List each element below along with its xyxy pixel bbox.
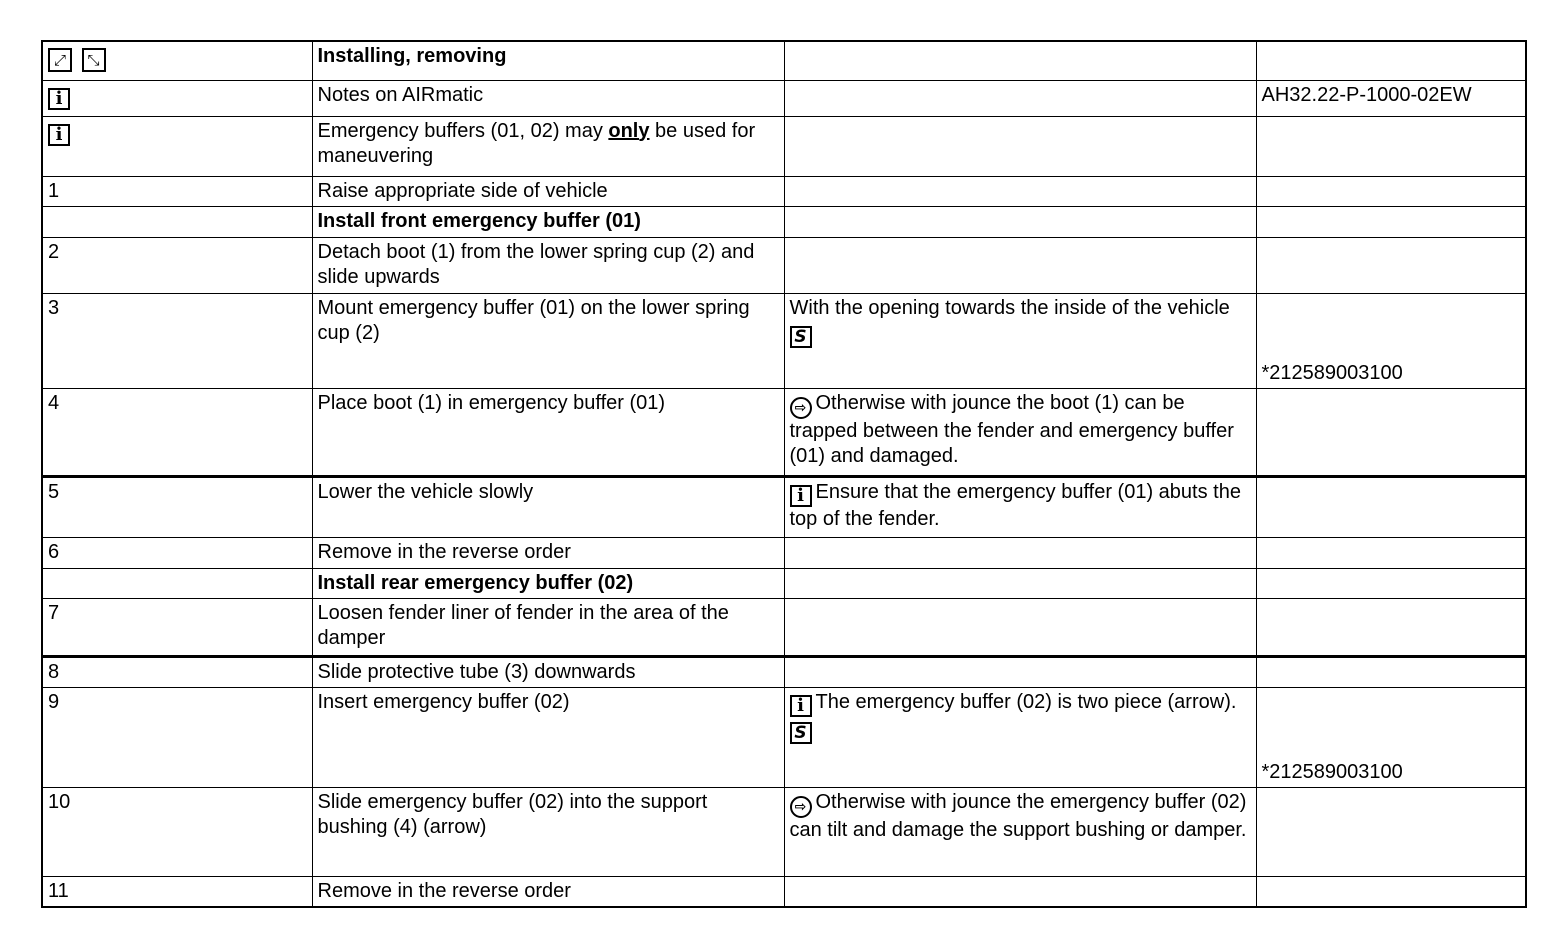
- note-cell: [784, 80, 1256, 116]
- special-tool-icon: [790, 722, 812, 744]
- risk-of-damage-icon: [790, 397, 812, 419]
- table-row: [42, 687, 1526, 787]
- note-cell: [784, 537, 1256, 568]
- section-heading: Install rear emergency buffer (02): [312, 568, 784, 598]
- note-cell: [784, 687, 1256, 787]
- procedure-table: [41, 40, 1527, 908]
- reference-cell: [1256, 476, 1526, 537]
- step-text: Mount emergency buffer (01) on the lower spring cup (2): [312, 293, 784, 388]
- table-row: [42, 116, 1526, 176]
- tool-reference[interactable]: *212589003100: [1256, 687, 1526, 787]
- step-text: Remove in the reverse order: [312, 876, 784, 907]
- step-number: 1: [42, 176, 312, 206]
- step-text: Notes on AIRmatic: [312, 80, 784, 116]
- note-cell: [784, 568, 1256, 598]
- note-cell: [784, 237, 1256, 293]
- step-number: [42, 206, 312, 237]
- table-row: [42, 537, 1526, 568]
- step-text: Remove in the reverse order: [312, 537, 784, 568]
- table-row: [42, 876, 1526, 907]
- table-row: [42, 568, 1526, 598]
- special-tool-icon: [790, 326, 812, 348]
- info-icon: [48, 88, 70, 110]
- section-heading: Installing, removing: [312, 41, 784, 80]
- risk-of-damage-icon: [790, 796, 812, 818]
- step-text: Detach boot (1) from the lower spring cup (2) and slide upwards: [312, 237, 784, 293]
- info-icon: [48, 124, 70, 146]
- reference-cell: [1256, 537, 1526, 568]
- note-cell: [784, 656, 1256, 687]
- table-row: [42, 237, 1526, 293]
- step-number: 8: [42, 656, 312, 687]
- step-number: 9: [42, 687, 312, 787]
- reference-cell: [1256, 176, 1526, 206]
- step-text: Raise appropriate side of vehicle: [312, 176, 784, 206]
- table-row: [42, 41, 1526, 80]
- step-number: 10: [42, 787, 312, 876]
- emphasis-only: only: [608, 119, 650, 142]
- note-text: With the opening towards the inside of the vehicle: [789, 296, 1230, 319]
- table-row: [42, 598, 1526, 656]
- tool-reference[interactable]: *212589003100: [1256, 293, 1526, 388]
- table-row: [42, 656, 1526, 687]
- table-row: [42, 388, 1526, 476]
- note-text: Otherwise with jounce the emergency buffer (02) can tilt and damage the support bushing or damper.: [789, 790, 1247, 841]
- reference-cell: [1256, 116, 1526, 176]
- reference-cell: [1256, 206, 1526, 237]
- step-number: 7: [42, 598, 312, 656]
- info-icon: [790, 695, 812, 717]
- step-number: 2: [42, 237, 312, 293]
- note-cell: [784, 876, 1256, 907]
- step-number: 3: [42, 293, 312, 388]
- table-row: [42, 293, 1526, 388]
- row-icons: [42, 41, 312, 80]
- note-cell: [784, 476, 1256, 537]
- note-cell: [784, 176, 1256, 206]
- reference-cell: [1256, 568, 1526, 598]
- step-text: Slide protective tube (3) downwards: [312, 656, 784, 687]
- step-text: Emergency buffers (01, 02) may only be used for maneuvering: [312, 116, 784, 176]
- step-number: 6: [42, 537, 312, 568]
- expand-icon[interactable]: [82, 48, 106, 72]
- reference-cell: [1256, 787, 1526, 876]
- step-text: Insert emergency buffer (02): [312, 687, 784, 787]
- reference-cell: [1256, 41, 1526, 80]
- note-text: The emergency buffer (02) is two piece (arrow).: [815, 690, 1237, 713]
- reference-cell: [1256, 876, 1526, 907]
- table-row: [42, 176, 1526, 206]
- step-number: 5: [42, 476, 312, 537]
- step-text: Place boot (1) in emergency buffer (01): [312, 388, 784, 476]
- note-text: Ensure that the emergency buffer (01) abuts the top of the fender.: [789, 480, 1241, 530]
- step-number: [42, 568, 312, 598]
- reference-cell: [1256, 237, 1526, 293]
- table-row: [42, 787, 1526, 876]
- note-text: Otherwise with jounce the boot (1) can be trapped between the fender and emergency buffer (01) and damaged.: [789, 391, 1234, 467]
- table-row: [42, 206, 1526, 237]
- table-row: [42, 80, 1526, 116]
- reference-link[interactable]: AH32.22-P-1000-02EW: [1256, 80, 1526, 116]
- reference-cell: [1256, 598, 1526, 656]
- note-cell: [784, 388, 1256, 476]
- reference-cell: [1256, 656, 1526, 687]
- step-text: Lower the vehicle slowly: [312, 476, 784, 537]
- note-cell: [784, 116, 1256, 176]
- table-row: [42, 476, 1526, 537]
- note-cell: [784, 293, 1256, 388]
- collapse-icon[interactable]: [48, 48, 72, 72]
- reference-cell: [1256, 388, 1526, 476]
- note-cell: [784, 41, 1256, 80]
- note-cell: [784, 206, 1256, 237]
- step-number: 4: [42, 388, 312, 476]
- step-number: 11: [42, 876, 312, 907]
- note-cell: [784, 787, 1256, 876]
- step-text: Slide emergency buffer (02) into the support bushing (4) (arrow): [312, 787, 784, 876]
- info-icon: [790, 485, 812, 507]
- section-heading: Install front emergency buffer (01): [312, 206, 784, 237]
- note-cell: [784, 598, 1256, 656]
- step-text: Loosen fender liner of fender in the area of the damper: [312, 598, 784, 656]
